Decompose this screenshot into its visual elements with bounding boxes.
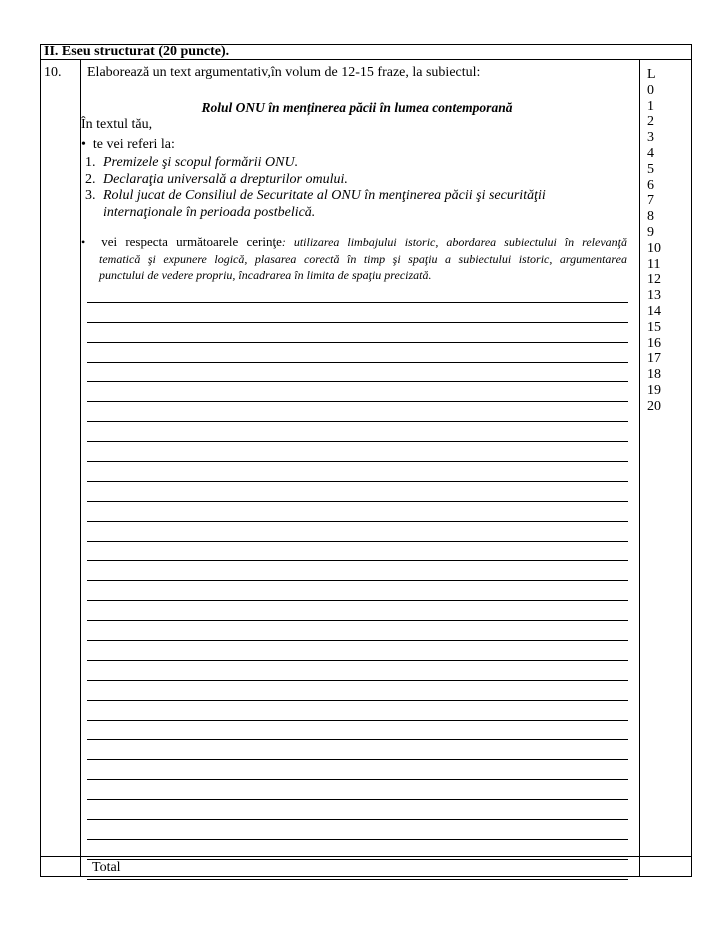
bullet-refer <box>81 137 175 153</box>
answer-line[interactable] <box>87 382 628 402</box>
answer-line[interactable] <box>87 402 628 422</box>
answer-lines[interactable] <box>87 283 628 880</box>
requirements-line-3 <box>81 267 627 284</box>
requirements <box>81 234 627 284</box>
level-label: L <box>647 67 656 82</box>
answer-line[interactable] <box>87 422 628 442</box>
point-number: 2. <box>85 171 96 187</box>
bullet-refer-label: te vei referi la: <box>92 137 175 152</box>
answer-line[interactable] <box>87 740 628 760</box>
answer-line[interactable] <box>87 760 628 780</box>
item-number: 10. <box>44 65 62 80</box>
answer-line[interactable] <box>87 363 628 383</box>
answer-line[interactable] <box>87 780 628 800</box>
point-text: Premizele şi scopul formării ONU. <box>103 155 299 170</box>
answer-line[interactable] <box>87 522 628 542</box>
essay-table <box>40 44 692 877</box>
score-levels <box>647 67 661 415</box>
answer-line[interactable] <box>87 701 628 721</box>
level-label: 3 <box>647 130 654 146</box>
level-label: 12 <box>647 272 661 288</box>
answer-line[interactable] <box>87 581 628 601</box>
answer-line[interactable] <box>87 601 628 621</box>
level-label: 5 <box>647 161 654 177</box>
level-label: 0 <box>647 82 654 98</box>
answer-line[interactable] <box>87 462 628 482</box>
list-item <box>81 155 627 172</box>
requirements-line-2 <box>81 251 627 268</box>
point-text: Rolul jucat de Consiliul de Securitate al ONU în menţinerea păcii şi securităţii internaţionale în perioada postbelică. <box>103 188 546 220</box>
essay-title: Rolul ONU în menținerea păcii în lumea contemporană <box>201 100 513 115</box>
answer-line[interactable] <box>87 641 628 661</box>
level-label: 7 <box>647 193 654 209</box>
task-statement: Elaborează un text argumentativ,în volum de 12-15 fraze, la subiectul: <box>87 65 481 80</box>
list-item <box>81 172 627 189</box>
intro-text: În textul tău, <box>81 117 153 132</box>
bullet-icon: • <box>81 235 102 249</box>
point-number: 3. <box>85 188 96 203</box>
level-label: 10 <box>647 240 661 256</box>
answer-line[interactable] <box>87 442 628 462</box>
level-label: 19 <box>647 382 661 398</box>
answer-line[interactable] <box>87 840 628 860</box>
answer-line[interactable] <box>87 303 628 323</box>
answer-line[interactable] <box>87 621 628 641</box>
answer-line[interactable] <box>87 860 628 880</box>
point-number: 1. <box>85 155 96 170</box>
total-label: Total <box>92 860 121 875</box>
requirements-text-3: punctului de vedere propriu, încadrarea în limita de spaţiu precizată. <box>99 268 432 282</box>
level-label: 20 <box>647 398 661 414</box>
level-label: 13 <box>647 288 661 304</box>
requirements-text-2: tematică şi expunere logică, plasarea corectă în timp şi spaţiu a subiectului istoric, argumentarea <box>99 251 627 266</box>
level-label: 6 <box>647 177 654 193</box>
level-label: 9 <box>647 224 654 240</box>
requirements-text-1: : utilizarea limbajului istoric, abordarea subiectului în relevanţă <box>281 235 628 249</box>
answer-line[interactable] <box>87 820 628 840</box>
point-text: Declaraţia universală a drepturilor omului. <box>103 171 348 187</box>
requirements-lead: vei respecta următoarele cerinţe <box>101 234 282 249</box>
level-label: 1 <box>647 98 654 114</box>
level-label: 8 <box>647 209 654 225</box>
section-title: II. Eseu structurat (20 puncte). <box>44 44 230 59</box>
level-label: 17 <box>647 351 661 367</box>
level-label: 11 <box>647 256 661 272</box>
answer-line[interactable] <box>87 721 628 741</box>
requirements-line-1 <box>81 234 627 251</box>
answer-line[interactable] <box>87 661 628 681</box>
answer-line[interactable] <box>87 323 628 343</box>
level-label: 16 <box>647 335 661 351</box>
bullet-icon: • <box>81 137 93 152</box>
answer-line[interactable] <box>87 542 628 562</box>
answer-line[interactable] <box>87 800 628 820</box>
level-label: 15 <box>647 319 661 335</box>
level-label: 4 <box>647 145 654 161</box>
level-label: 14 <box>647 303 661 319</box>
level-label: 18 <box>647 367 661 383</box>
answer-line[interactable] <box>87 681 628 701</box>
list-item <box>81 188 573 221</box>
column-divider-levels <box>639 59 640 876</box>
answer-line[interactable] <box>87 482 628 502</box>
answer-line[interactable] <box>87 561 628 581</box>
level-label: 2 <box>647 114 654 130</box>
answer-line[interactable] <box>87 343 628 363</box>
points-list <box>81 155 627 221</box>
answer-line[interactable] <box>87 502 628 522</box>
answer-line[interactable] <box>87 283 628 303</box>
